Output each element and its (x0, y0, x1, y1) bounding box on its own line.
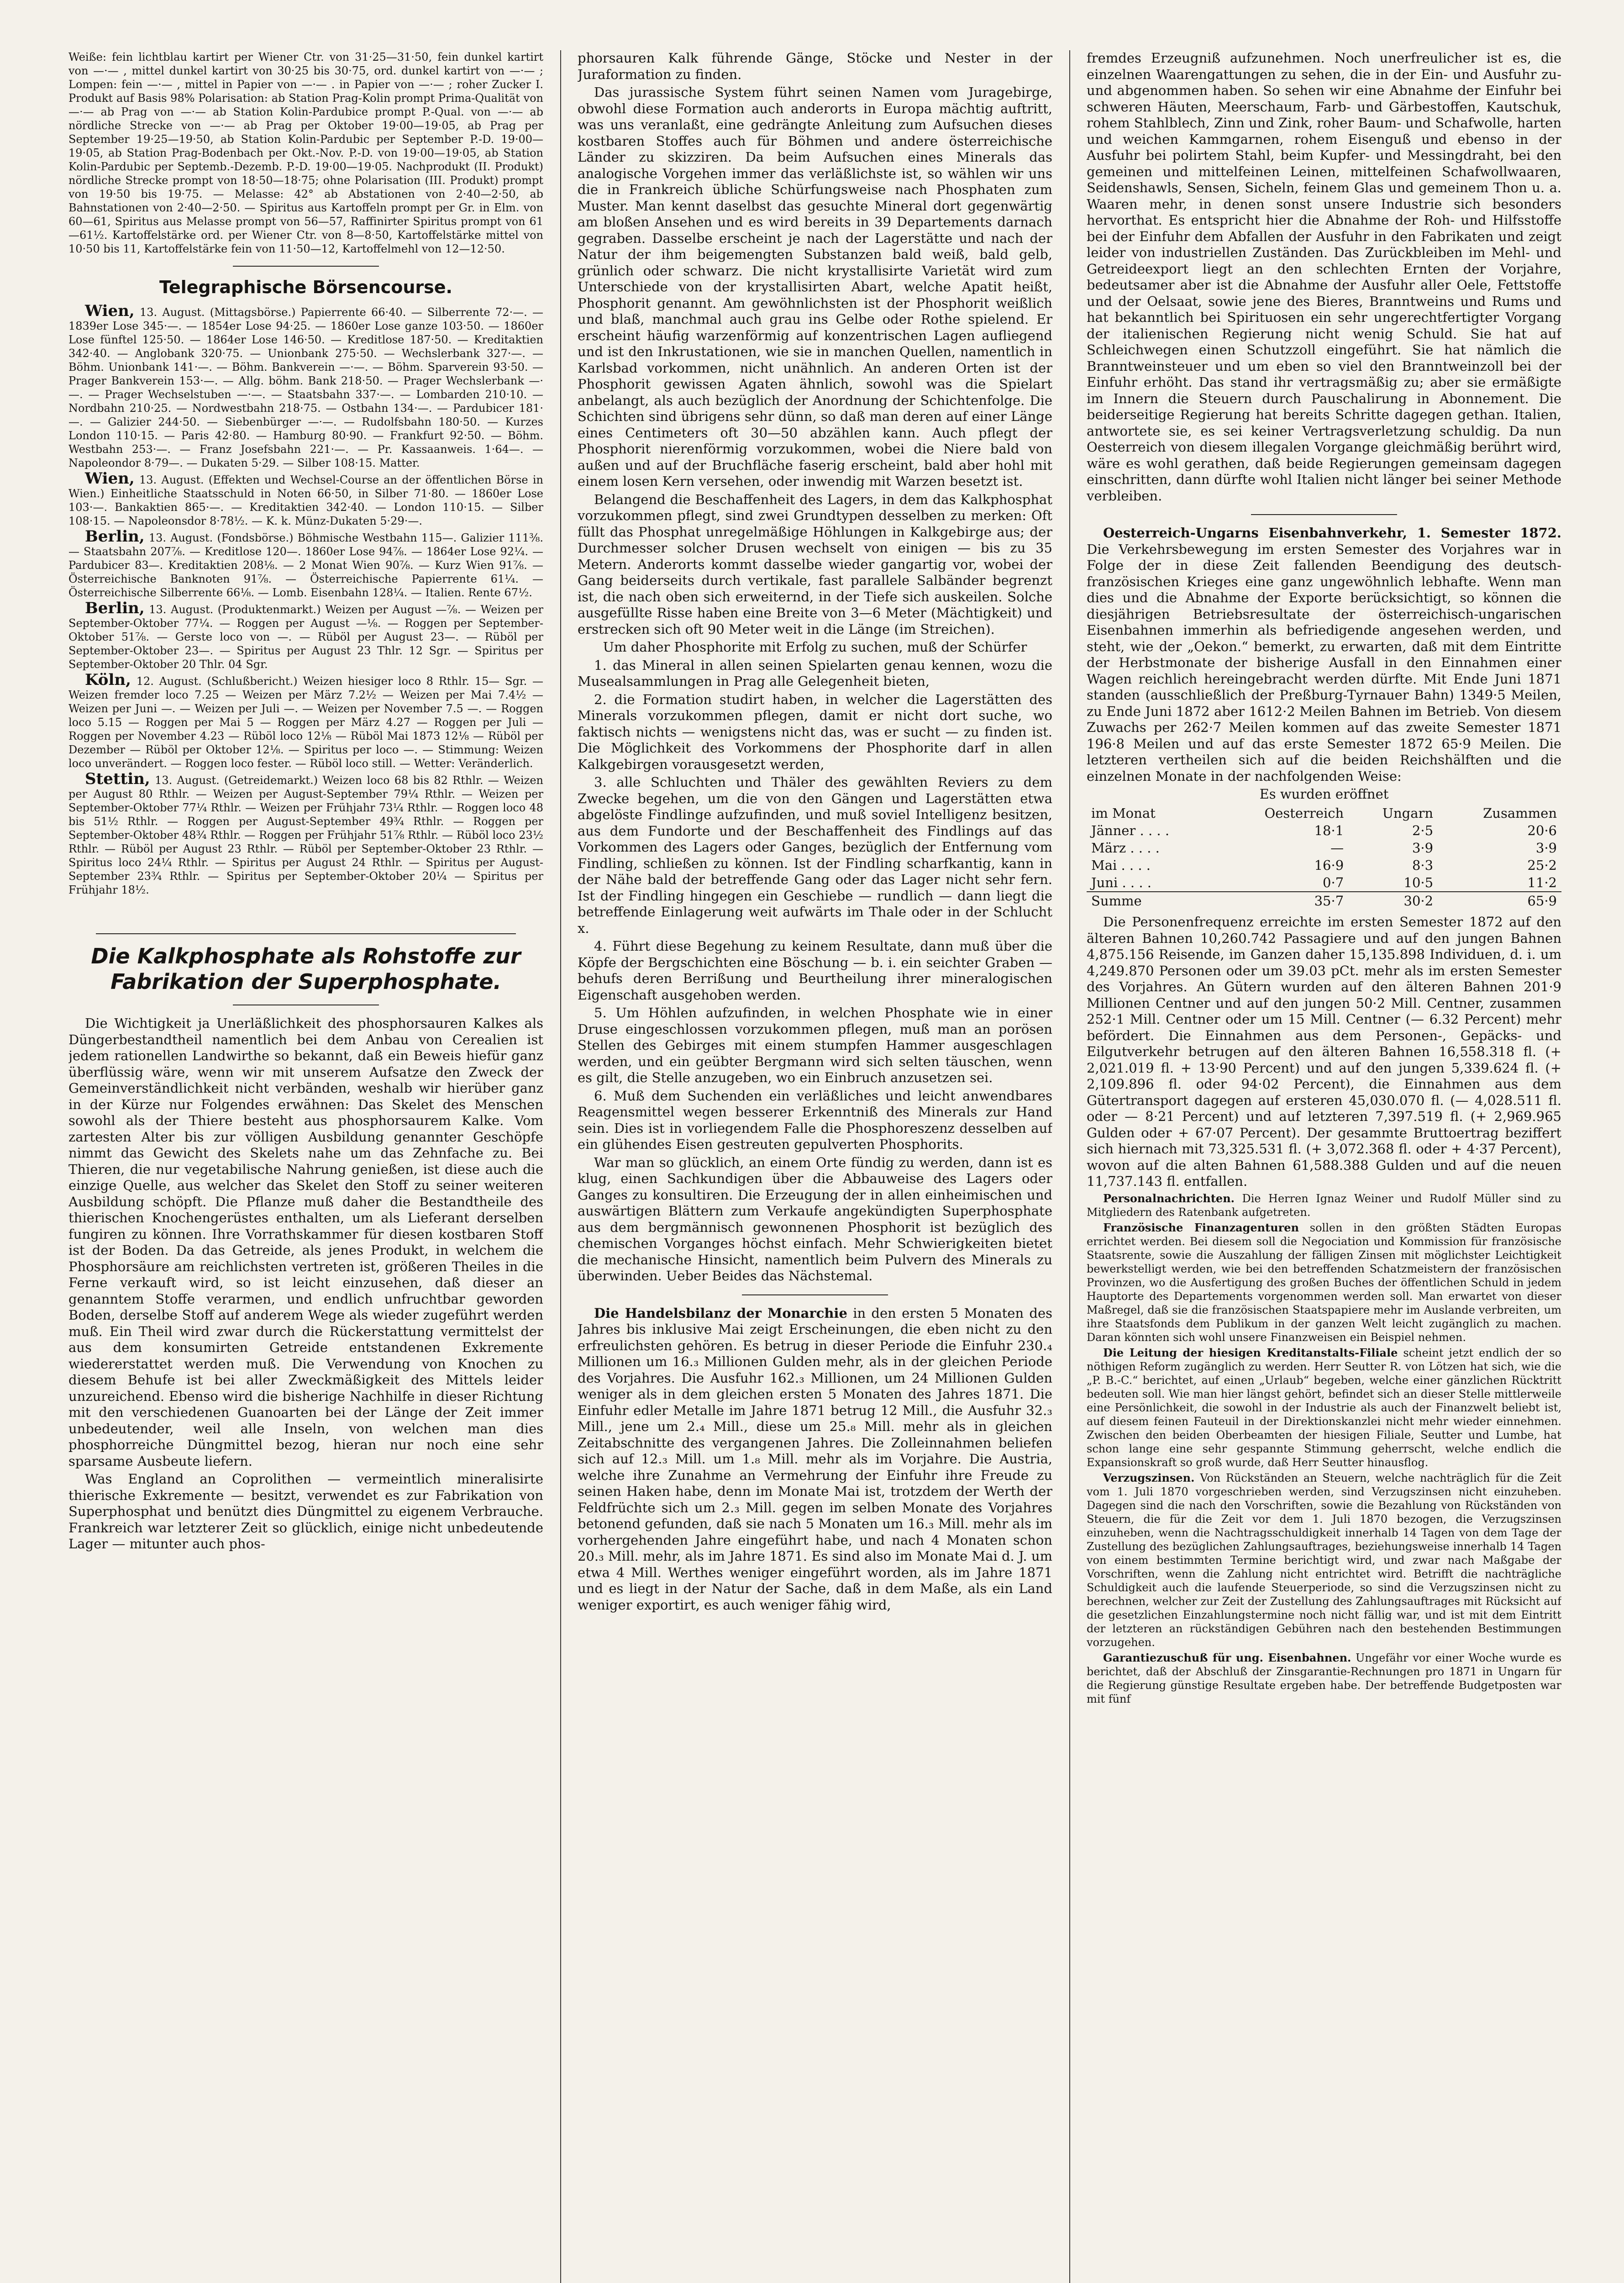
table-header: im Monat (1091, 805, 1156, 821)
trade-balance-title: Die Handelsbilanz der Monarchie (594, 1305, 847, 1321)
table-cell: 16·9 (1314, 857, 1344, 873)
column-1 (68, 50, 543, 2283)
article-paragraph: phorsauren Kalk führende Gänge, Stöcke und Nester in der Juraformation zu finden. (578, 50, 1052, 82)
table-header: Oesterreich (1264, 805, 1344, 821)
table-cell: Juni . . . . (1091, 875, 1152, 890)
table-header: Zusammen (1483, 805, 1557, 821)
credit-filiale (1087, 1346, 1561, 1469)
article-paragraph: Was England an Coprolithen — vermeintlich mineralisirte thierische Exkremente — besitzt, verwendet es zur Fabrikation von Superphosphat und benützt dies Düngmittel zu eigenem Verbrauche. Frankreich war letzterer Zeit so glücklich, einige nicht unbedeutende Lager — mitunter auch phos- (68, 1471, 543, 1552)
article-paragraph: Die Wichtigkeit ja Unerläßlichkeit des phosphorsauren Kalkes als Düngerbestandtheil namentlich bei dem Anbau von Cerealien ist jedem rationellen Landwirthe so bekannt, daß ein Beweis hiefür ganz überflüssig wäre, wenn wir mit unserem Aufsatze den Zweck der Gemeinverständlichkeit nicht verbänden, weshalb wir hierüber ganz in der Kürze nur Folgendes erwähnen: Das Skelet des Menschen sowohl als der Thiere besteht aus phosphorsaurem Kalke. Vom zartesten Alter bis zur völligen Ausbildung genannter Geschöpfe nimmt das Gewicht des Skelets nahe um das Zehnfache zu. Bei Thieren, die nur vegetabilische Nahrung genießen, ist diese auch die einzige Quelle, aus welcher das Skelet den Stoff zu seiner weiteren Ausbildung schöpft. Die Pflanze muß daher die Bestandtheile des thierischen Knochengerüstes enthalten, um als Lieferant derselben fungiren zu können. Ihre Vorrathskammer für diesen kostbaren Stoff ist der Boden. Da das Getreide, als jenes Produkt, in welchem die Phosphorsäure am reichlichsten vertreten ist, größeren Theiles in die Ferne verkauft wird, so ist leicht einzusehen, daß dieser an genanntem Stoffe verarmen, und endlich unfruchtbar geworden Boden, derselbe Stoff auf anderem Wege als wieder zugeführt werden muß. Ein Theil wird zwar durch die Rückerstattung vermittelst der aus dem konsumirten Getreide entstandenen Exkremente wiedererstattet werden muß. Die Verwendung von Knochen zu diesem Behufe ist bei aller Zweckmäßigkeit des Mittels leider unzureichend. Ebenso wird die bisherige Nachhilfe in dieser Richtung mit den verschiedenen Guanoarten bei der Länge der Zeit immer unbedeutender, weil alle Inseln, von welchen man dies phosphorreiche Düngmittel bezog, hieran nur noch eine sehr sparsame Ausbeute liefern. (68, 1015, 543, 1469)
french-text: sollen in den größten Städten Europas errichtet werden. Bei diesem soll die Negociation und Kommission für französische Staatsrente, sowie die Auszahlung der fälligen Zinsen mit möglichster Leichtigkeit bewerkstelligt werden, wie bei den betreffenden Schatzmeistern der französischen Provinzen, wo die Ausfertigung des großen Buches der öffentlichen Schuld in jedem Hauptorte des Departements vorgenommen werden soll. Man erwartet von dieser Maßregel, daß sie die französischen Staatspapiere mehr im Auslande verbreiten, um ihre Staatsfonds dem Publikum in der ganzen Welt leicht zugänglich zu machen. Daran könnten sich wohl unsere Finanzweisen ein Beispiel nehmen. (1087, 1221, 1561, 1344)
railway-title: Oesterreich-Ungarns Eisenbahnverkehr, 1. Semester 1872. (1103, 525, 1561, 541)
table-cell: Mai . . . . (1091, 857, 1151, 873)
railway-table (1087, 805, 1561, 910)
trade-balance-text: in den ersten 5 Monaten des Jahres bis inklusive Mai zeigt Erscheinungen, die eben nicht zu den erfreulichsten gehören. Es betrug in dieser Periode die Einfuhr 230.₄ Millionen um 16.₃ Millionen Gulden mehr, als in der gleichen Periode des Vorjahres. Die Ausfuhr 162.₃ Millionen, um 24 Millionen Gulden weniger als in dem gleichen ersten 5 Monaten des Jahres 1871. Die Einfuhr edler Metalle im Jahre 1871 betrug 12 Mill., die Ausfuhr 32.₃ Mill., jene um 2.₄ Mill., diese um 25.₈ Mill. mehr als in gleichen Zeitabschnitte des vergangenen Jahres. Die Zolleinnahmen beliefen sich auf 12.₃ Mill. um 1.₈ Mill. mehr als im Vorjahre. Die Austria, welche ihre Zunahme an Vermehrung der Einfuhr ihre Freude zu seinen Haken habe, denn im Monate Mai ist, trotzdem der Werth der Feldfrüchte sich um 2.₃ Mill. gegen im selben Monate des Vorjahres betonend gefunden, daß sie nach 5 Monaten um 16.₃ Mill. mehr als im vorhergehenden Jahre eingeführt habe, und nach 4 Monaten schon 20.₃ Mill. mehr, als im Jahre 1871. Es sind also im Monate Mai d. J. um etwa 4 Mill. Werthes weniger eingeführt worden, als im Jahre 1871 und es liegt in der Natur der Sache, daß in dem Maße, als ein Land weniger exportirt, es auch weniger fähig wird, (578, 1305, 1052, 1613)
table-cell: 0·7 (1323, 875, 1344, 890)
table-header: Ungarn (1382, 805, 1434, 821)
personal-news (1087, 1192, 1561, 1219)
article-list-item: 6. Muß dem Suchenden ein verläßliches und leicht anwendbares Reagensmittel wegen besserer Erkenntniß des Minerals zur Hand sein. Dies ist in vorliegendem Falle die Phosphoreszenz desselben auf ein glühendes Eisen gestreuten gepulverten Phosphorits. (578, 1088, 1052, 1152)
trade-balance-continued: fremdes Erzeugniß aufzunehmen. Noch unerfreulicher ist es, die einzelnen Waarengattungen zu sehen, die in der Ein- und Ausfuhr zu- und abgenommen haben. So sehen wir eine Abnahme der Einfuhr bei schweren Häuten, Meerschaum, Farb- und Gärbestoffen, Kautschuk, rohem Stahlblech, Zinn und Zink, roher Baum- und Schafwolle, harten und weichen Kammgarnen, rohem Eisenguß und ebenso in der Ausfuhr bei polirtem Stahl, beim Kupfer- und Messingdraht, bei den gemeinen und mittelfeinen Leinen, mittelfeinen Schafwollwaaren, Seidenshawls, Sensen, Sicheln, feinem Glas und gemeinem Thon u. a. Waaren mehr, in denen sonst unsere Industrie sich besonders hervorthat. Es entspricht hier die Abnahme der Roh- und Hilfsstoffe bei der Einfuhr dem Abfallen der Ausfuhr in den Fabrikaten und zeigt leider von industriellen Zuständen. Das Zurückbleiben im Mehl- und Getreideexport liegt an den schlechten Ernten der Vorjahre, bedeutsamer aber ist die Abnahme der Ausfuhr aller Oele, Fettstoffe und der Oelsaat, sowie jene des Bieres, Branntweins und Rums und hat bekanntlich bei Spirituosen ein sehr ungerechtfertigter Vorgang der italienischen Regierung nicht wenig Schuld. Sie hat auf Schleichwegen einen Schutzzoll eingeführt. Sie hat nämlich die Branntweinsteuer und um eben so viel den Branntweinzoll bei der Einfuhr erhöht. Das stand ihr vertragsmäßig zu; aber sie ermäßigte im Innern die Steuern durch Pauschalirung in Abonnement. Die beiderseitige Regierung hat bereits Schritte dagegen gethan. Italien, antwortete sie, es sei keiner Vertragsverletzung schuldig. Da nun Oesterreich von diesem illegalen Vorgange gleichmäßig berührt wird, wäre es wohl gerathen, daß beide Regierungen gemeinsam dagegen einschritten, dann dürfte wohl Italien nicht länger bei seiner Methode verbleiben. (1087, 50, 1561, 504)
table-cell: — (1330, 840, 1344, 856)
table-cell: März . . . . (1091, 840, 1160, 856)
table-cell: 10·5 (1403, 875, 1434, 890)
french-agencies (1087, 1221, 1561, 1344)
article-paragraph: War man so glücklich, an einem Orte fündig zu werden, dann ist es klug, einen Sachkundigen über die Abbauweise des Lagers oder Ganges zu konsultiren. Die Erzeugung der in allen einheimischen und auswärtigen Blättern zum Verkaufe angekündigten Superphosphate aus dem bergmännisch gewonnenen Phosphorit ist bezüglich des chemischen Vorganges höchst einfach. Mehr Schwierigkeiten bietet die mechanische Hinsicht, namentlich beim Pulvern des Minerals zu überwinden. Ueber Beides das Nächstemal. (578, 1154, 1052, 1284)
divider-4 (742, 1294, 888, 1295)
table-cell: 35·7 (1217, 892, 1349, 910)
article-list-item: 5. Um Höhlen aufzufinden, in welchen Phosphate wie in einer Druse eingeschlossen vorzukommen pflegen, muß man an porösen Stellen des Gebirges mit einem stumpfen Hammer ausgeschlagen werden, und ein geübter Bergmann wird sich selten täuschen, wenn es gilt, die Stelle anzugeben, wo ein Einbruch anzusetzen sei. (578, 1005, 1052, 1085)
table-cell: 25·2 (1527, 857, 1557, 873)
guarantee-lead: Garantiezuschuß für ung. Eisenbahnen. (1103, 1651, 1351, 1664)
table-cell: 3·9 (1412, 840, 1434, 856)
wien-mittagsboerse-text: 13. August. (Mittagsbörse.) Papierrente 66·40. — Silberrente 72·—. — 1839er Lose 345·—. — 1854er Lose 94·25. — 1860er Lose ganze 103·50. — 1860er Lose fünftel 125·50. — 1864er Lose 146·50. — Kreditlose 187·50. — Kreditaktien 342·40. — Anglobank 320·75. — Unionbank 275·50. — Wechslerbank 327·—. — Böhm. Unionbank 141·—. — Böhm. Bankverein —·—. — Böhm. Sparverein 93·50. — Prager Bankverein 153·—. — Allg. böhm. Bank 218·50. — Prager Wechslerbank —·—. — Prager Wechselstuben —·—. — Staatsbahn 337·—. — Lombarden 210·10. — Nordbahn 210·25. — Nordwestbahn 218·75. — Ostbahn 134·—. — Pardubicer 181·—. — Galizier 244·50. — Siebenbürger —·—. — Rudolfsbahn 180·50. — Kurzes London 110·15. — Paris 42·80. — Hamburg 80·90. — Frankfurt 92·50. — Böhm. Westbahn 253·—. — Franz Josefsbahn 221·—. — Pr. Kassaanweis. 1·64—. — Napoleondor 8·79—. — Dukaten 5·29. — Silber 108·15. Matter. (68, 306, 543, 469)
berlin-produkte (68, 601, 543, 671)
berlin-fondsboerse (68, 527, 543, 600)
interest-text: Von Rückständen an Steuern, welche nachträglich für die Zeit vom 1. Juli 1870 vorgeschrieben werden, sind Verzugszinsen nicht einzuheben. Dagegen sind die nach den Vorschriften, sowie die Bezahlung von Rückständen von Steuern, die für die Zeit vor dem 1. Juli 1870 bezogen, die Verzugszinsen einzuheben, wenn die Nachtragsschuldigkeit innerhalb 14 Tagen von dem Tage der Zustellung des bezüglichen Zahlungsauftrages, beziehungsweise innerhalb 14 Tagen von einem bestimmten Termine berichtigt wird, und zwar nach Maßgabe der Vorschriften, wenn die Zahlung nicht entrichtet wird. Betrifft die nachträgliche Schuldigkeit auch die laufende Steuerperiode, so sind die Verzugszinsen nicht zu berechnen, welcher zur Zeit der Zustellung des Zahlungsauftrages mit Rücksicht auf die gesetzlichen Einzahlungstermine noch nicht fällig war, und ist mit dem Eintritt der letzteren an rückständigen Gebühren nach den bestehenden Bestimmungen vorzugehen. (1087, 1471, 1561, 1649)
city-koeln: Köln, (85, 671, 131, 689)
railway-text: Die Verkehrsbewegung im ersten Semester des Vorjahres war in Folge der in diese Zeit fallenden Beendigung des deutsch-französischen Krieges eine ganz ungewöhnlich lebhafte. Wenn man dies und die Abnahme der Exporte berücksichtigt, so können die diesjährigen Betriebsresultate der österreichisch-ungarischen Eisenbahnen immerhin als befriedigende angesehen werden, und steht, wie der „Oekon.“ bemerkt, zu erwarten, daß mit dem Eintritte der Herbstmonate der bisherige Ausfall in den Einnahmen einer Wagen reichlich hereingebracht werden dürfte. Mit Ende Juni 1871 standen (ausschließlich der Preßburg-Tyrnauer Bahn) 1349·5 Meilen, zu Ende Juni 1872 aber 1612·2 Meilen Bahnen im Betrieb. Von diesem Zuwachs per 262·7 Meilen kommen auf das zweite Semester 1871 196·8 Meilen und auf das erste Semester 1872 65·9 Meilen. Die letzteren vertheilen sich auf die beiden Reichshälften und die einzelnen Monate in der nachfolgenden Weise: (1087, 541, 1561, 784)
railway-report (1087, 525, 1561, 784)
personal-text: Die Herren Ignaz Weiner und Rudolf Müller sind zu Mitgliedern des Ratenbank aufgetreten. (1087, 1192, 1561, 1219)
table-cell: 11·2 (1527, 875, 1557, 890)
table-cell: 20·6 (1527, 823, 1557, 838)
table-row (1087, 822, 1561, 839)
divider-2 (96, 933, 516, 934)
berlin-produkte-text: 13. August. (Produktenmarkt.) Weizen per August —⅞. — Weizen per September-Oktober 77¼. — Roggen per August —⅛. — Roggen per September-Oktober 51⅞. — Gerste loco von —. — Rüböl per August 23—. — Rüböl per September-Oktober 23—. — Spiritus per August 23 Thlr. 12 Sgr. — Spiritus per September-Oktober 20 Thlr. 04 Sgr. (68, 603, 543, 671)
french-lead: Französische Finanzagenturen (1103, 1220, 1299, 1234)
city-berlin-2: Berlin, (85, 599, 145, 617)
koeln-report-text: 12. August. (Schlußbericht.) Weizen hiesiger loco 8 Rthlr. 15— Sgr. — Weizen fremder loco 7.25 — Weizen per März 7.2½ — Weizen per Mai 7.4½ — Weizen per Juni —. — Weizen per Juli —. — Weizen per November 7.5 —. — Roggen loco 5.15 — Roggen per Mai 5 — Roggen per März 4.27 — Roggen per Juli — Roggen per November 4.23 — Rüböl loco 12⅛ — Rüböl Mai 1873 12⅛ — Rüböl per Dezember — Rüböl per Oktober 12⅛. — Spiritus per loco —. — Stimmung: Weizen loco unverändert. — Roggen loco fester. — Rüböl loco still. — Wetter: Veränderlich. (68, 675, 543, 770)
credit-lead: Die Leitung der hiesigen Kreditanstalts-Filiale (1103, 1346, 1398, 1359)
city-stettin: Stettin, (85, 770, 150, 788)
article-paragraph: Belangend die Beschaffenheit des Lagers, in dem das Kalkphosphat vorzukommen pflegt, sind zwei Grundtypen desselben zu merken: Oft füllt das Phosphat unregelmäßige Höhlungen in Kalkgebirge aus; der Durchmesser solcher Drusen wechselt von einigen — bis zu 35 Metern. Anderorts kommt dasselbe wieder gangartig vor, wobei der Gang beiderseits durch vertikale, fast parallele Salbänder begrenzt ist, die nach oben sich erweiternd, in der Tiefe sich auskeilen. Solche ausgefüllte Risse haben eine Breite von 3—6 Meter (Mächtigkeit) und erstrecken sich oft 90 Meter weit in die Länge (im Streichen). (578, 491, 1052, 637)
stettin-report (68, 772, 543, 897)
trade-balance (578, 1305, 1052, 1614)
article-list-item: 4. Führt diese Begehung zu keinem Resultate, dann muß über die Köpfe der Bergschichten eine Böschung — b. i. ein seichter Graben — behufs deren Berrißung und Beurtheilung ihrer mineralogischen Eigenschaft ausgehoben werden. (578, 938, 1052, 1003)
article-list-item: 3. alle Schluchten und Thäler des gewählten Reviers zu dem Zwecke begehen, um die von den Gängen und Lagerstätten etwa abgelöste Findlinge aufzufinden, und muß soviel Intelligenz besitzen, aus dem Fundorte und der Beschaffenheit des Findlings auf das Vorkommen des Lagers oder Ganges, bezüglich der Entfernung vom Findling, schließen zu können. Ist der Findling scharfkantig, kann in der Nähe bald der betreffende Gang oder das Lager nicht sehr fern. Ist der Findling hingegen ein Geschiebe — rundlich — dann liegt die betreffende Einlagerung weit aufwärts im Thale oder in der Schlucht x. (578, 774, 1052, 936)
column-2 (578, 50, 1052, 2283)
interest-note (1087, 1471, 1561, 1649)
wien-effekten-text: 13. August. (Effekten und Wechsel-Course an der öffentlichen Börse in Wien.) Einheitliche Staatsschuld in Noten 66·50, in Silber 71·80. — 1860er Lose 103·—. Bankaktien 865·—. — Kreditaktien 342·40. — London 110·15. — Silber 108·15. — Napoleonsdor 8·78½. — K. k. Münz-Dukaten 5·29·—. (68, 473, 543, 527)
table-cell: 3·9 (1535, 840, 1557, 856)
stettin-report-text: 13. August. (Getreidemarkt.) Weizen loco 68 bis 82 Rthlr. — Weizen per August 80 Rthlr. — Weizen per August-September 79¼ Rthlr. — Weizen per September-Oktober 77¼ Rthlr. — Weizen per Frühjahr 73¼ Rthlr. — Roggen loco 48 bis 51½ Rthlr. — Roggen per August-September 49¾ Rthlr. — Roggen per September-Oktober 48¾ Rthlr. — Roggen per Frühjahr 51⅞ Rthlr. — Rüböl loco 23½ Rthlr. — Rüböl per August 23 Rthlr. — Rüböl per September-Oktober 23 Rthlr. — Spiritus loco 24¼ Rthlr. — Spiritus per August 24 Rthlr. — Spiritus per August-September 23¾ Rthlr. — Spiritus per September-Oktober 20¼ — Spiritus per Frühjahr 18½. (68, 774, 543, 896)
table-cell: 18·1 (1314, 823, 1344, 838)
table-caption: Es wurden eröffnet (1259, 786, 1389, 802)
table-row (1087, 839, 1561, 857)
railway-text-2: Die Personenfrequenz erreichte im ersten Semester 1872 auf den älteren Bahnen 10,260.742 Passagiere und auf den jungen Bahnen 4,875.156 Reisende, im Ganzen daher 15,135.898 Individuen, d. i. um 4,249.870 Personen oder um 39.03 pCt. mehr als im ersten Semester des Vorjahres. An Gütern wurden auf den älteren Bahnen 201·9 Millionen Centner und auf den jungen 50·2 Mill. Centner, zusammen 252·1 Mill. Centner oder um 15 Mill. Centner (— 6.32 Percent) mehr befördert. Die Einnahmen aus dem Personen-, Gepäcks- und Eilgutverkehr betrugen auf den älteren Bahnen 16,558.318 fl. (+ 2,021.019 fl. + 13·90 Percent) und auf den jungen 5,339.624 fl. (+ 2,109.896 fl. oder 94·02 Percent), die Einnahmen aus dem Gütertransport dagegen auf ersteren 45,030.070 fl. (— 4,028.511 fl. oder — 8·21 Percent) und auf letzteren 7,397.519 fl. (+ 2,969.965 Gulden oder + 67·07 Percent). Der gesammte Bruttoertrag beziffert sich hiernach mit 73,325.531 fl. (+ 3,072.368 fl. oder + 4·37 Percent), wovon auf die alten Bahnen 61,588.388 Gulden und auf die neuen 11,737.143 fl. entfallen. (1087, 914, 1561, 1189)
column-3 (1087, 50, 1561, 2283)
article-title: Die Kalkphosphate als Rohstoffe zur Fabrikation der Superphosphate. (91, 944, 521, 994)
article-list-item: 2. die Formation studirt haben, in welcher die Lagerstätten des Minerals vorzukommen pflegen, damit er nicht dort suche, wo faktisch nichts — wenigstens nicht das, was er sucht — zu finden ist. Die Möglichkeit des Vorkommens der Phosphorite darf in allen Kalkgebirgen vorausgesetzt werden, (578, 691, 1052, 772)
article-paragraph: Um daher Phosphorite mit Erfolg zu suchen, muß der Schürfer (603, 639, 1027, 655)
article-list-item: 1. das Mineral in allen seinen Spielarten genau kennen, wozu die Musealsammlungen in Prag alle Gelegenheit bieten, (578, 657, 1052, 689)
city-wien-2: Wien, (85, 469, 135, 488)
article-paragraph: Das jurassische System führt seinen Namen vom Juragebirge, obwohl diese Formation auch anderorts in Europa mächtig auftritt, was uns veranlaßt, eine gedrängte Anleitung zum Aufsuchen dieses kostbaren Stoffes auch für Böhmen und andere österreichische Länder zu skizziren. Da beim Aufsuchen eines Minerals das analogische Vorgehen immer das verläßlichste ist, so wählen wir uns die in Frankreich übliche Schürfungsweise nach Phosphaten zum Muster. Man kennt daselbst das gesuchte Mineral dort gegenwärtig am bloßen Ansehen und es wird bereits in 39 Departements darnach gegraben. Dasselbe erscheint je nach der Lagerstätte und nach der Natur der ihm beigemengten Substanzen bald weiß, bald gelb, grünlich oder schwarz. Die nicht krystallisirte Varietät wird zum Unterschiede von der krystallisirten Abart, welche Apatit heißt, Phosphorit genannt. Am gewöhnlichsten ist der Phosphorit weißlich und blaß, manchmal auch grau ins Gelbe oder Rothe spielend. Er erscheint häufig warzenförmig auf konzentrischen Lagen aufliegend und ist den Inkrustationen, wie sie in manchen Quellen, namentlich in Karlsbad vorkommen, nicht unähnlich. An anderen Orten ist der Phosphorit gewissen Agaten ähnlich, sowohl was die Spielart anbelangt, als auch bezüglich der Anordnung der Schichtenfolge. Die Schichten sind übrigens sehr dünn, so daß man deren auf einer Länge eines Centimeters oft 30—50 abzählen kann. Auch pflegt der Phosphorit nierenförmig vorzukommen, wobei die Niere bald von außen und auf der Bruchfläche faserig erscheint, bald aber hohl mit einem losen Kern versehen, oder inwendig mit Warzen besetzt ist. (578, 84, 1052, 489)
personal-lead: Personalnachrichten. (1103, 1191, 1235, 1205)
guarantee-text: Ungefähr vor einer Woche wurde es berichtet, daß der Abschluß der Zinsgarantie-Rechnungen pro 1871 in Ungarn für die Regierung günstige Resultate ergeben habe. Der betreffende Budgetposten war mit fünf (1087, 1651, 1561, 1705)
table-cell: 65·9 (1438, 892, 1561, 910)
guarantee-note (1087, 1651, 1561, 1706)
city-wien: Wien, (85, 302, 135, 320)
credit-text: scheint jetzt endlich der so nöthigen Reform zugänglich zu werden. Herr Seutter R. von Lötzen hat sich, wie die „P. B.-C.“ berichtet, auf einen „Urlaub“ begeben, welche einer gänzlichen Rücktritt bedeuten soll. Wie man hier längst gehört, befindet sich an dieser Stelle mittlerweile eine Persönlichkeit, die sowohl in der Industrie als auch der Finanzwelt beliebt ist, auf diesem feinen Fauteuil in der Direktionskanzlei nicht mehr wieder einnehmen. Zwischen den beiden Oberbeamten der hiesigen Filiale, Seutter und Lumbe, hat schon lange eine sehr gespannte Stimmung geherrscht, welche endlich die Expansionskraft so groß wurde, daß Herr Seutter hinausflog. (1087, 1346, 1561, 1469)
telegraph-heading: Telegraphische Börsencourse. (159, 277, 452, 297)
table-cell: 2·5 (1412, 823, 1434, 838)
divider-5 (1251, 514, 1397, 515)
market-report: Weiße: fein lichtblau kartirt per Wiener Ctr. von 31·25—31·50, fein dunkel kartirt von —·— , mittel dunkel kartirt von 30·25 bis 30·75, ord. dunkel kartirt von —·— ; Lompen: fein —·— , mittel in Papier von —·— . in Papier von —·— ; roher Zucker I. Produkt auf Basis 98% Polarisation: ab Station Prag-Kolin prompt Prima-Qualität von —·— ab Prag von —·— ab Station Kolin-Pardubice prompt P.-Qual. von —·— ab nördliche Strecke von —·— ab Prag per Oktober 19·00—19·05, ab Prag per September 19·25—19·50, ab Station Kolin-Pardubic per September P.-D. 19·00—19·05, ab Station Prag-Bodenbach per Okt.-Nov. P.-D. von 19·00—19·05, ab Station Kolin-Pardubic per Septemb.-Dezemb. P.-D. 19·00—19·05. Nachprodukt (II. Produkt) nördliche Strecke prompt von 18·50—18·75; ohne Polarisation (III. Produkt) prompt von 19·50 bis 19·75. — Melasse: 42° ab Abstationen von 2·40—2·50, ab Bahnstationen von 2·40—2·50. — Spiritus aus Kartoffeln prompt per Gr. in Elm. von 60—61, Spiritus aus Melasse prompt von 56—57, Raffinirter Spiritus prompt von 61—61½. Kartoffelstärke ord. per Wiener Ctr. von 8—8·50, Kartoffelstärke mittel von 10·50 bis 11, Kartoffelstärke fein von 11·50—12, Kartoffelmehl von 12—12·50. (68, 51, 543, 255)
newspaper-page (68, 50, 1561, 2283)
berlin-fondsboerse-text: 13. August. (Fondsbörse.) Böhmische Westbahn 115—. Galizier 111⅜. — Staatsbahn 207⅞. — Kreditlose 120—. 1860er Lose 94⅞. — 1864er Lose 92¼. — Pardubicer 83—. Kreditaktien 208⅛. — 2 Monat Wien 90⅞. — Kurz Wien 91⅞. — Österreichische Banknoten 91⅞. — Österreichische Papierrente 61¼. — Österreichische Silberrente 66⅛. — Lomb. Eisenbahn 128¼. — Italien. Rente 67½. (68, 531, 543, 599)
interest-lead: Verzugszinsen. (1103, 1471, 1195, 1484)
koeln-report (68, 673, 543, 770)
wien-effekten (68, 469, 543, 528)
wien-mittagsboerse (68, 304, 543, 470)
city-berlin: Berlin, (85, 527, 145, 546)
table-sum-row (1087, 892, 1561, 910)
divider (233, 266, 379, 267)
table-cell: Summe (1087, 892, 1217, 910)
table-cell: Jänner . . . . (1091, 823, 1170, 838)
table-cell: 8·3 (1412, 857, 1434, 873)
table-cell: 30·2 (1348, 892, 1438, 910)
table-row (1087, 857, 1561, 874)
table-row (1087, 874, 1561, 892)
